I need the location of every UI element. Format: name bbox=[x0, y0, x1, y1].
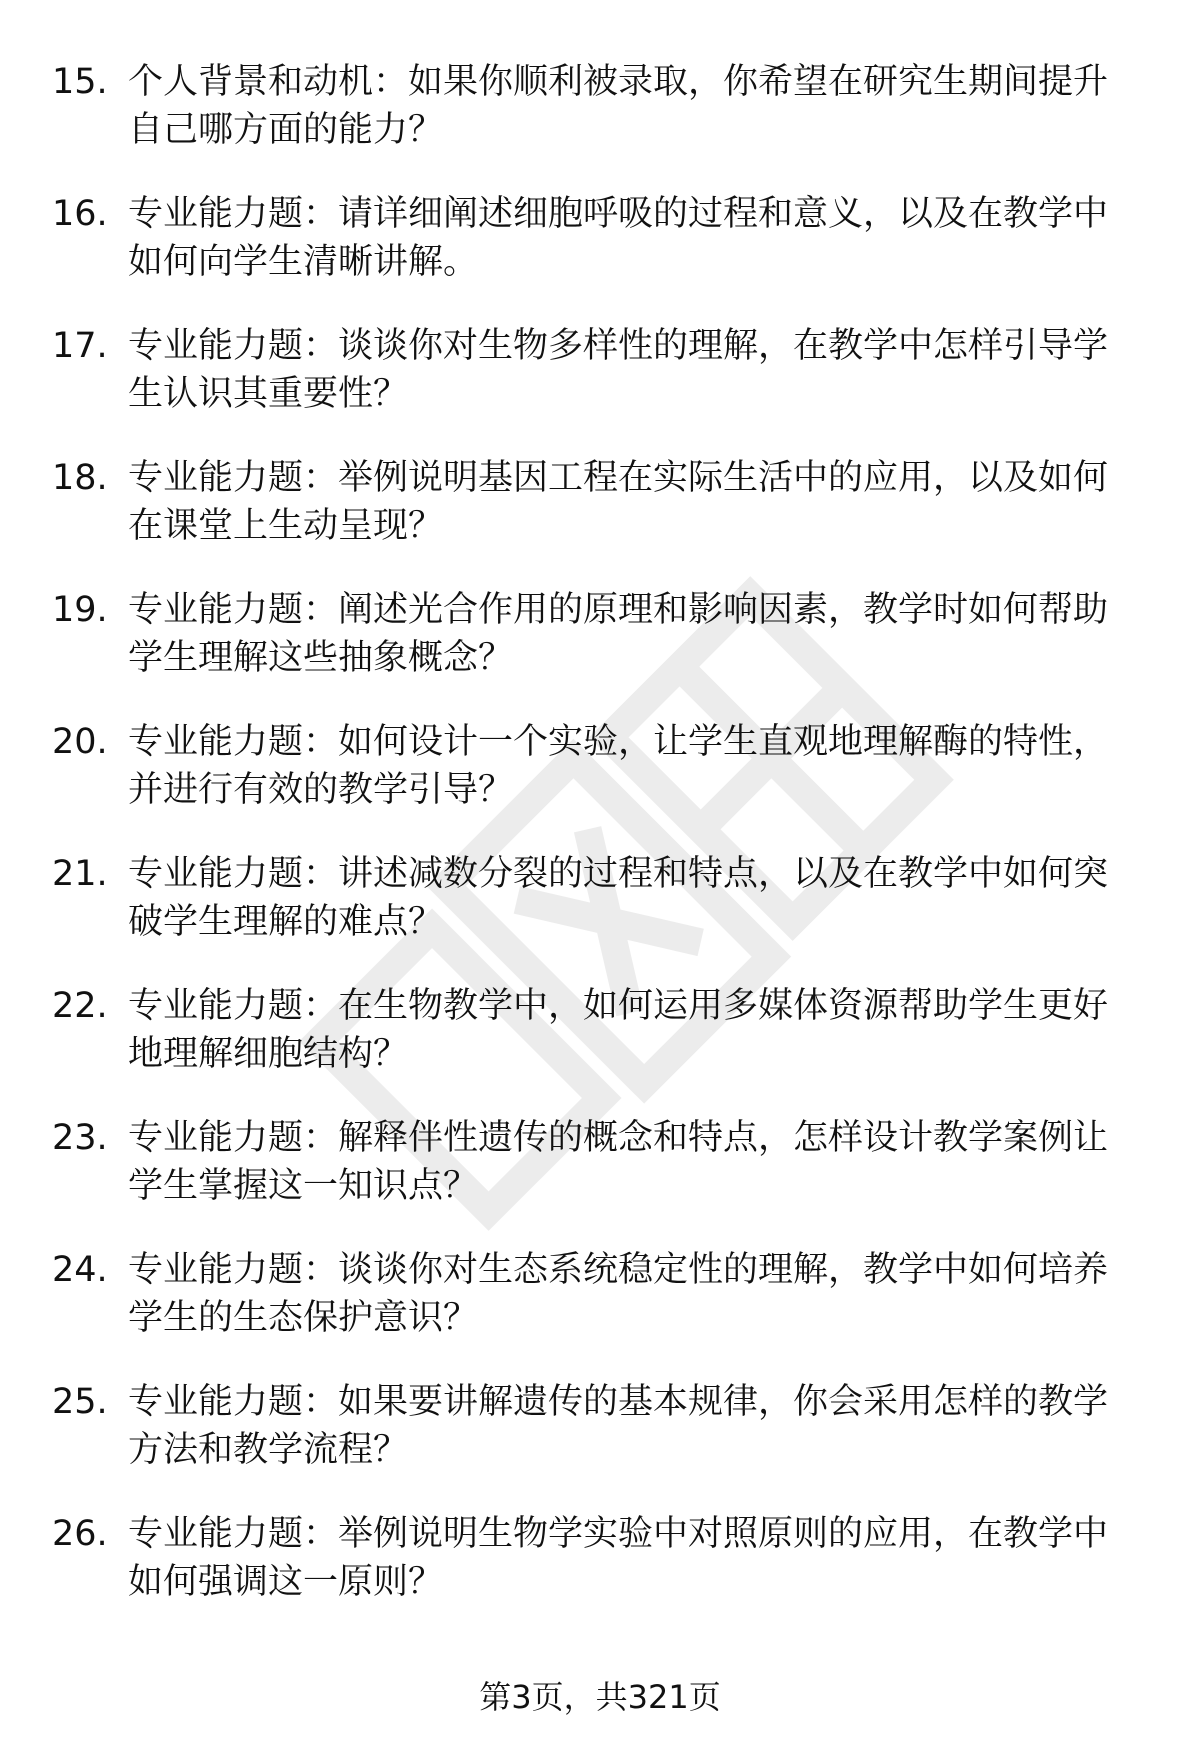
question-item bbox=[0, 586, 1200, 718]
question-item bbox=[0, 322, 1200, 454]
question-text: 专业能力题：举例说明基因工程在实际生活中的应用，以及如何在课堂上生动呈现？ bbox=[128, 458, 1109, 546]
question-text: 专业能力题：谈谈你对生态系统稳定性的理解，教学中如何培养学生的生态保护意识？ bbox=[128, 1250, 1109, 1338]
question-number: 24. bbox=[52, 1250, 108, 1290]
question-item bbox=[0, 850, 1200, 982]
question-item bbox=[0, 982, 1200, 1114]
question-number: 19. bbox=[52, 590, 108, 630]
question-item bbox=[0, 1510, 1200, 1642]
question-number: 15. bbox=[52, 62, 108, 102]
question-text: 专业能力题：阐述光合作用的原理和影响因素，教学时如何帮助学生理解这些抽象概念？ bbox=[128, 590, 1109, 678]
question-number: 22. bbox=[52, 986, 108, 1026]
question-text: 专业能力题：讲述减数分裂的过程和特点，以及在教学中如何突破学生理解的难点？ bbox=[128, 854, 1109, 942]
question-number: 21. bbox=[52, 854, 108, 894]
question-item bbox=[0, 454, 1200, 586]
question-number: 26. bbox=[52, 1514, 108, 1554]
question-item bbox=[0, 1378, 1200, 1510]
question-text: 专业能力题：如果要讲解遗传的基本规律，你会采用怎样的教学方法和教学流程？ bbox=[128, 1382, 1109, 1470]
question-item bbox=[0, 1246, 1200, 1378]
question-text: 专业能力题：请详细阐述细胞呼吸的过程和意义，以及在教学中如何向学生清晰讲解。 bbox=[128, 194, 1109, 282]
question-text: 专业能力题：在生物教学中，如何运用多媒体资源帮助学生更好地理解细胞结构？ bbox=[128, 986, 1109, 1074]
question-item bbox=[0, 718, 1200, 850]
page-number-footer: 第3页，共321页 bbox=[479, 1678, 721, 1716]
question-number: 18. bbox=[52, 458, 108, 498]
question-text: 专业能力题：举例说明生物学实验中对照原则的应用，在教学中如何强调这一原则？ bbox=[128, 1514, 1109, 1602]
question-number: 16. bbox=[52, 194, 108, 234]
question-number: 23. bbox=[52, 1118, 108, 1158]
question-item bbox=[0, 1114, 1200, 1246]
question-item bbox=[0, 58, 1200, 190]
question-item bbox=[0, 190, 1200, 322]
question-number: 17. bbox=[52, 326, 108, 366]
question-list bbox=[0, 58, 1200, 1642]
question-text: 专业能力题：解释伴性遗传的概念和特点，怎样设计教学案例让学生掌握这一知识点？ bbox=[128, 1118, 1109, 1206]
question-text: 专业能力题：如何设计一个实验，让学生直观地理解酶的特性，并进行有效的教学引导？ bbox=[128, 722, 1109, 810]
question-number: 20. bbox=[52, 722, 108, 762]
question-text: 专业能力题：谈谈你对生物多样性的理解，在教学中怎样引导学生认识其重要性？ bbox=[128, 326, 1109, 414]
question-text: 个人背景和动机：如果你顺利被录取，你希望在研究生期间提升自己哪方面的能力？ bbox=[128, 62, 1109, 150]
question-number: 25. bbox=[52, 1382, 108, 1422]
